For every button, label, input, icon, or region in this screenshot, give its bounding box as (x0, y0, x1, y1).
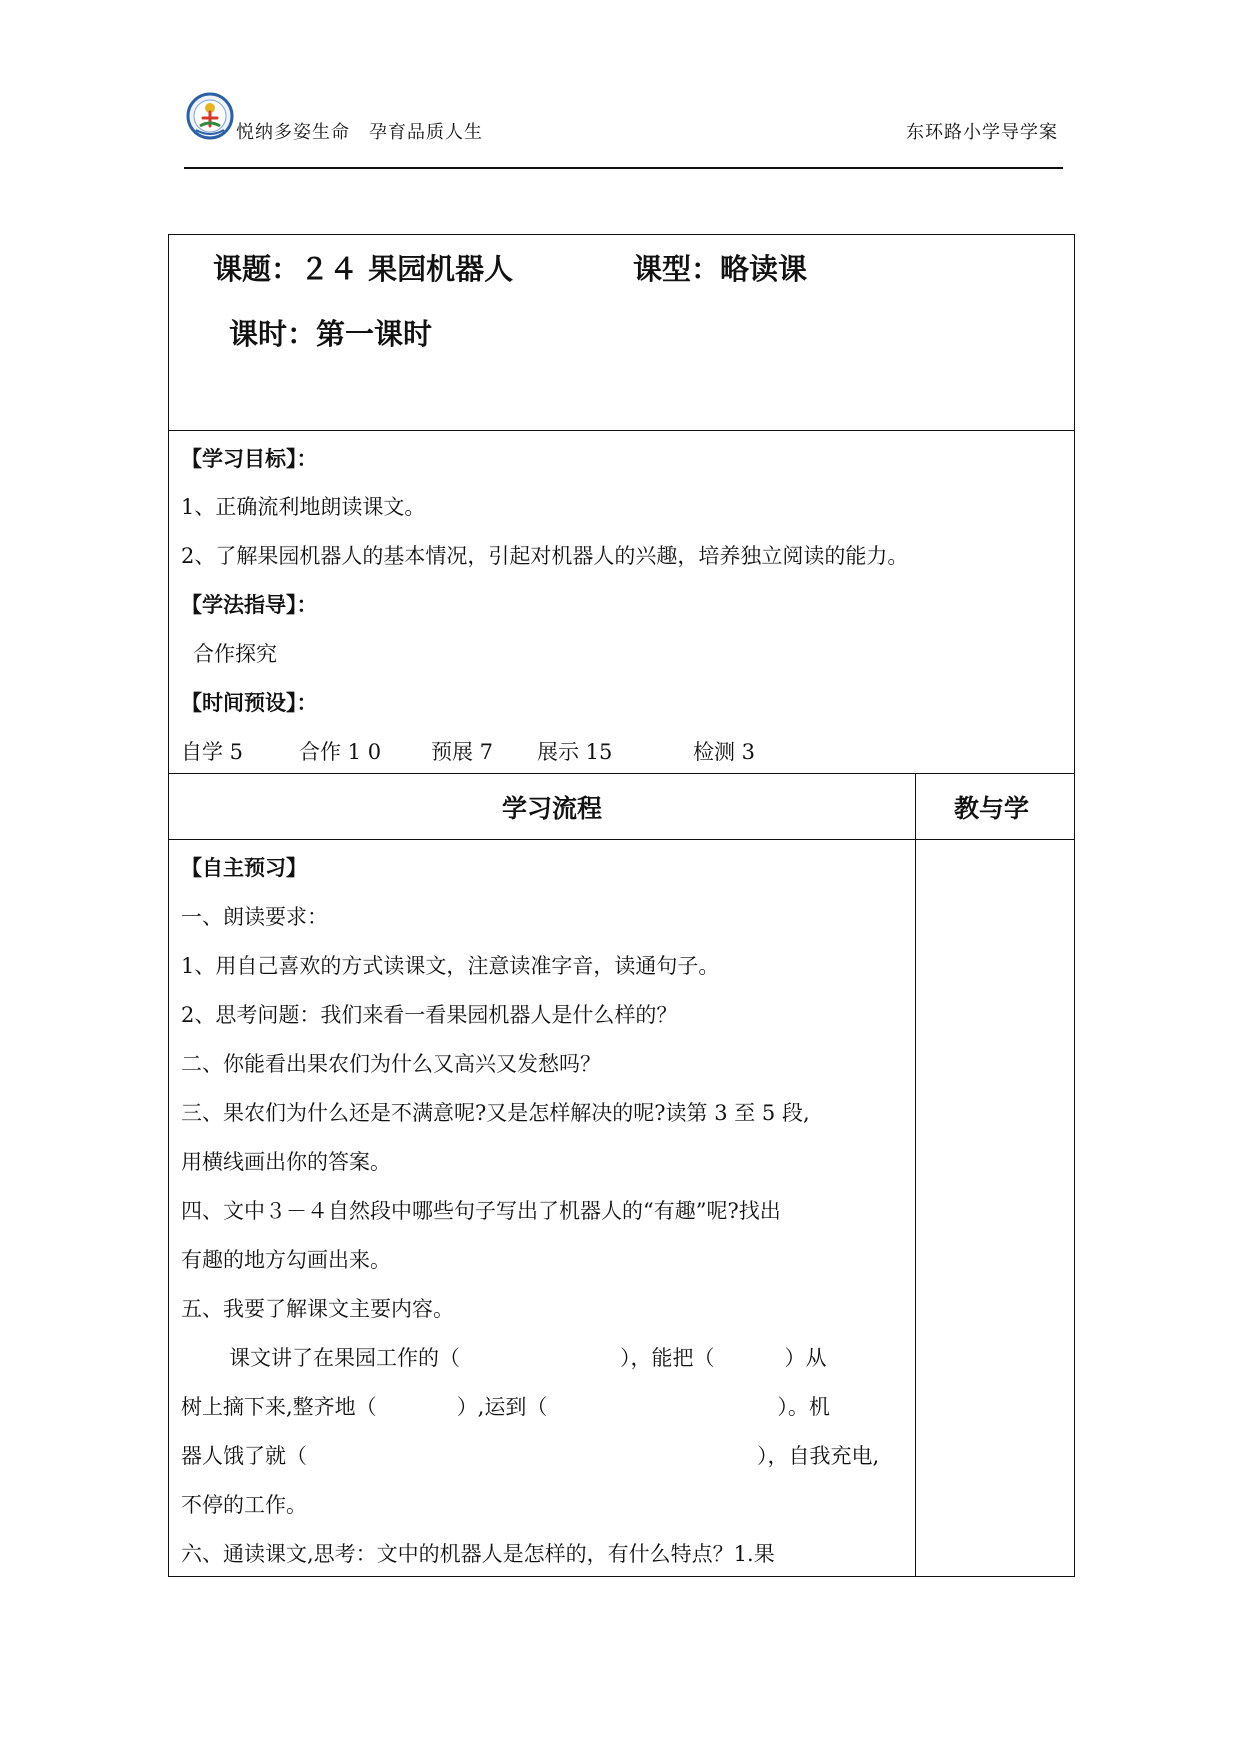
page-header (186, 86, 1058, 146)
preview-line: 二、你能看出果农们为什么又高兴又发愁吗？ (181, 1052, 601, 1076)
fill-text: 课文讲了在果园工作的（ (229, 1346, 460, 1370)
column-divider (915, 773, 916, 1576)
time-cooperate: 合作 1 0 (299, 740, 382, 764)
preview-line: 四、文中３－４自然段中哪些句子写出了机器人的“有趣”呢?找出 (181, 1199, 781, 1223)
time-preview: 预展 7 (431, 740, 494, 764)
fill-text: ）,运到（ (456, 1395, 548, 1419)
preview-line: 六、通读课文,思考：文中的机器人是怎样的，有什么特点？1.果 (181, 1542, 775, 1566)
preview-line: 一、朗读要求： (181, 905, 328, 929)
method-text: 合作探究 (193, 642, 277, 666)
school-slogan: 悦纳多姿生命 孕育品质人生 (236, 122, 483, 143)
fill-text: 树上摘下来,整齐地（ (181, 1395, 377, 1419)
time-heading: 【时间预设】： (181, 691, 318, 715)
table-divider (169, 839, 1074, 840)
lesson-type: 课型：略读课 (633, 252, 808, 286)
fill-text: ）。机 (777, 1395, 830, 1419)
lesson-topic: 课题：２４ 果园机器人 (213, 252, 514, 286)
preview-line: 三、果农们为什么还是不满意呢?又是怎样解决的呢?读第 3 至 5 段, (181, 1101, 810, 1125)
teach-column-heading: 教与学 (954, 794, 1030, 823)
fill-text: ）从 (784, 1346, 827, 1370)
header-divider (184, 167, 1063, 169)
fill-blank-line (181, 1440, 879, 1470)
process-column-heading: 学习流程 (502, 794, 603, 823)
time-show: 展示 15 (537, 740, 613, 764)
time-test: 检测 3 (693, 740, 756, 764)
table-divider (169, 430, 1074, 431)
preview-heading: 【自主预习】 (181, 856, 307, 880)
time-self-study: 自学 5 (181, 740, 244, 764)
fill-text: ），自我充电, (757, 1444, 880, 1468)
goal-item: 2、了解果园机器人的基本情况，引起对机器人的兴趣，培养独立阅读的能力。 (181, 544, 909, 568)
school-logo (186, 92, 234, 140)
fill-blank-line (181, 1391, 830, 1421)
preview-line: 1、用自己喜欢的方式读课文，注意读准字音，读通句子。 (181, 954, 720, 978)
fill-text: 器人饿了就（ (181, 1444, 307, 1468)
goals-heading: 【学习目标】： (181, 447, 318, 471)
lesson-table (168, 234, 1075, 1577)
goal-item: 1、正确流利地朗读课文。 (181, 495, 426, 519)
preview-line: 不停的工作。 (181, 1493, 307, 1517)
preview-line: 有趣的地方勾画出来。 (181, 1248, 391, 1272)
preview-line: 五、我要了解课文主要内容。 (181, 1297, 454, 1321)
table-divider (169, 773, 1074, 774)
fill-blank-line (229, 1342, 827, 1372)
preview-line: 2、思考问题：我们来看一看果园机器人是什么样的？ (181, 1003, 678, 1027)
school-name: 东环路小学导学案 (906, 122, 1058, 143)
method-heading: 【学法指导】： (181, 593, 318, 617)
fill-text: ），能把（ (620, 1346, 715, 1370)
lesson-period: 课时：第一课时 (229, 317, 433, 351)
preview-line: 用横线画出你的答案。 (181, 1150, 391, 1174)
